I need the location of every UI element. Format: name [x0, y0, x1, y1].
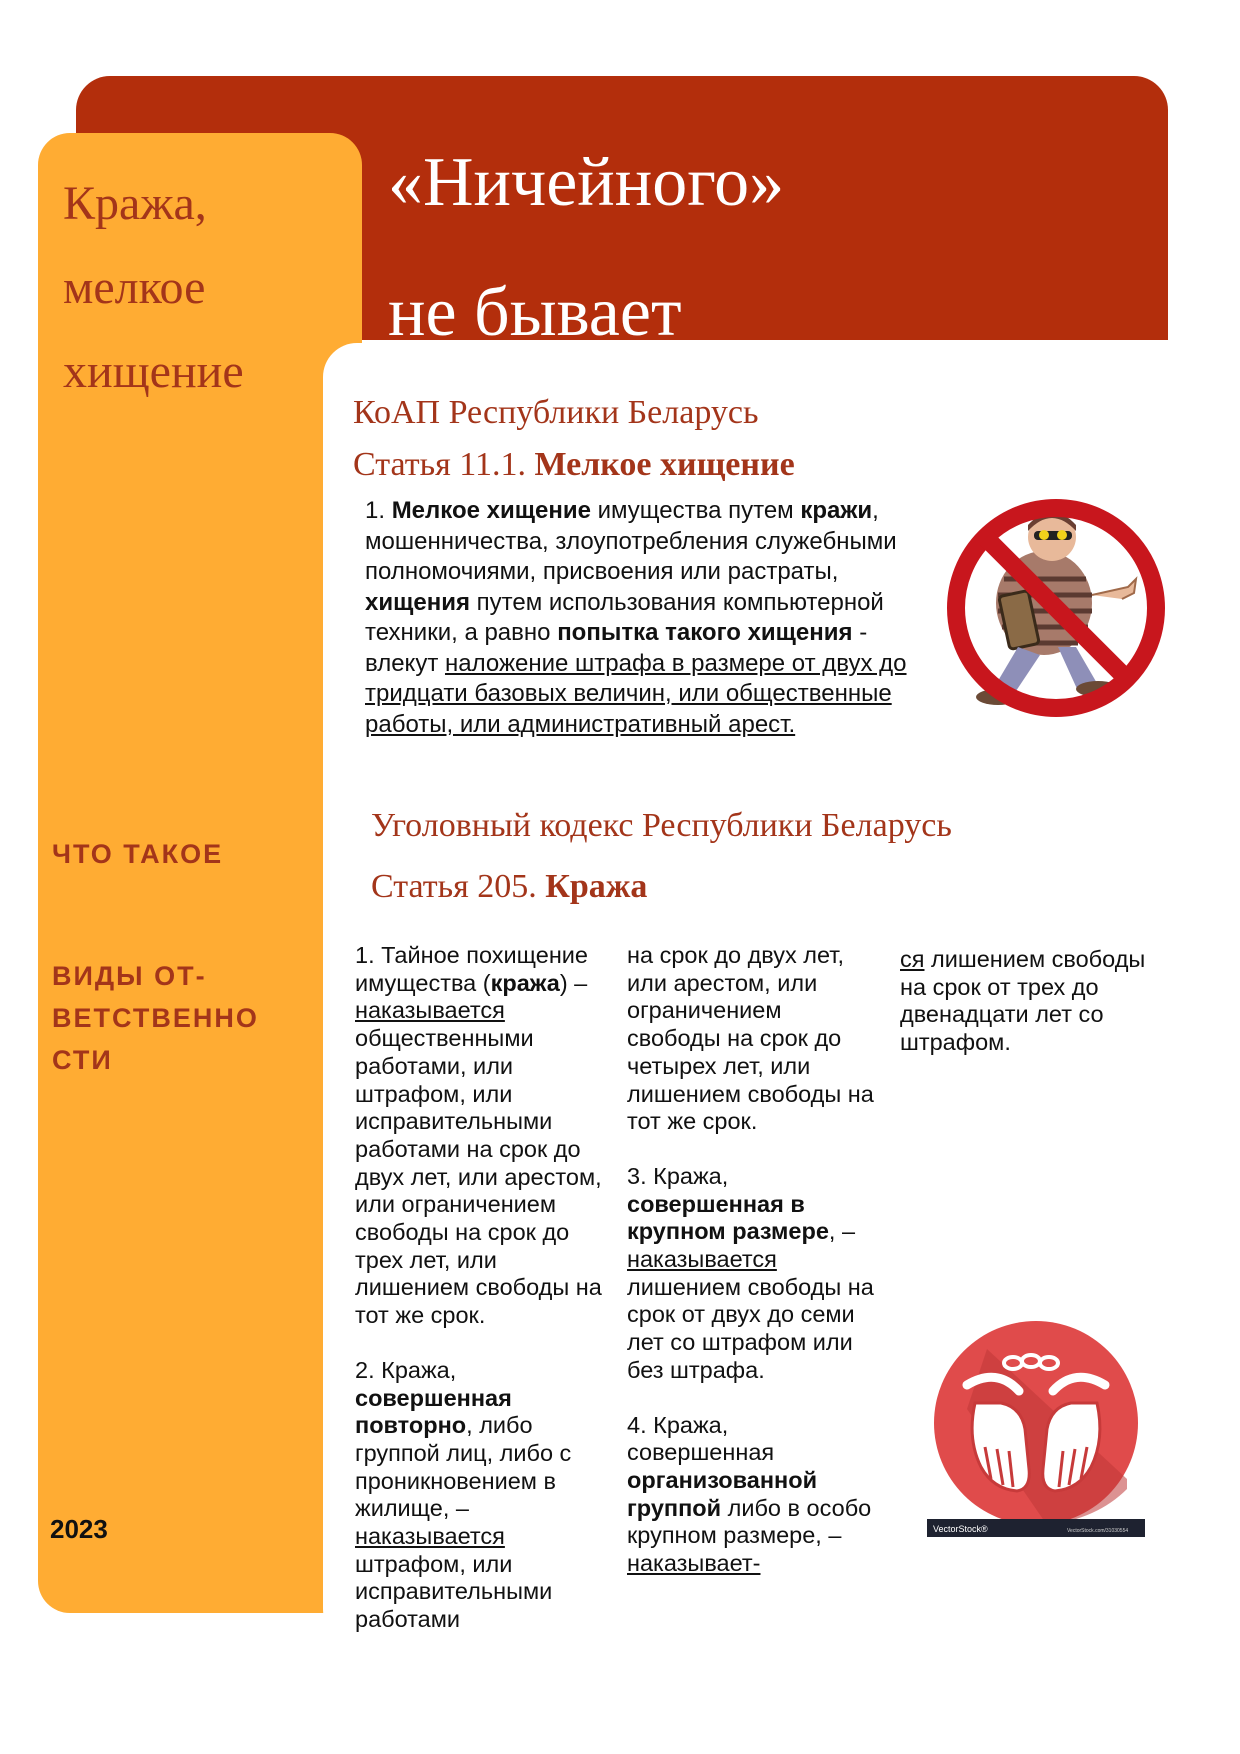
section1-paragraph	[365, 496, 913, 740]
section1-code-heading: КоАП Республики Беларусь	[353, 394, 759, 431]
handcuffs-icon	[927, 1319, 1145, 1537]
sidebar-title-line: хищение	[63, 345, 244, 398]
text-run: лишением свободы на срок от двух до семи лет со штрафом или без штрафа.	[627, 1273, 874, 1383]
no-thief-icon	[928, 495, 1194, 721]
text-run: ) –	[559, 969, 588, 996]
text-run: 4. Кража, совершенная	[627, 1411, 775, 1466]
section1-article-heading	[353, 446, 795, 484]
bold-run: попытка такого хищения	[557, 619, 853, 646]
sidebar-title-line: Кража,	[63, 177, 207, 230]
article-prefix: Статья 11.1.	[353, 446, 526, 483]
text-column-3	[900, 946, 1150, 1084]
paragraph	[355, 942, 605, 1330]
section2-article-heading	[371, 868, 647, 906]
bold-run: кража	[490, 969, 560, 996]
page-title	[388, 118, 784, 378]
text-run: - влекут	[365, 619, 868, 677]
text-run: 1. Тайное похищение имущества (	[355, 942, 588, 996]
sidebar-label-what: ЧТО ТАКОЕ	[52, 839, 224, 869]
underlined-run: наказывается	[355, 1523, 505, 1550]
bold-run: совершенная повторно	[355, 1384, 512, 1439]
text-run: 3. Кража,	[627, 1162, 729, 1189]
article-name: Кража	[545, 868, 648, 905]
article-name: Мелкое хищение	[534, 446, 795, 483]
underlined-run: ся	[900, 946, 925, 972]
bold-run: организованной группой	[627, 1466, 818, 1521]
paragraph	[627, 1412, 877, 1578]
paragraph	[900, 946, 1150, 1057]
watermark-right: VectorStock.com/31030554	[1067, 1528, 1129, 1534]
text-run: общественными работами, или штрафом, или исправительными работами на срок до двух лет, или арестом, или ограничением свободы на срок до трех лет, или лишением свободы на тот же срок.	[355, 1025, 602, 1329]
sidebar-year: 2023	[50, 1514, 108, 1544]
text-run: на срок до двух лет, или арестом, или ограничением свободы на срок до четырех лет, или лишением свободы на тот же срок.	[627, 942, 874, 1135]
underlined-run: наказывается	[355, 997, 505, 1024]
sidebar-label-line: ВЕТСТВЕННО	[52, 1003, 259, 1033]
text-run: 2. Кража,	[355, 1356, 457, 1383]
article-prefix: Статья 205.	[371, 868, 537, 905]
paragraph	[355, 1357, 605, 1634]
page-title-line: «Ничейного»	[388, 144, 785, 221]
sidebar-title-line: мелкое	[63, 261, 206, 314]
underlined-run: наказывает-	[627, 1550, 761, 1577]
underlined-run: наказывается	[627, 1246, 777, 1273]
underlined-run: наложение штрафа в размере от двух до тридцати базовых величин, или общественные работы, или административный арест.	[365, 649, 907, 738]
text-column-2	[627, 942, 877, 1605]
text-run: либо в особо крупном размере, –	[627, 1494, 872, 1549]
bold-run: совершенная в крупном размере	[627, 1190, 829, 1245]
bold-run: Мелкое хищение	[391, 497, 591, 524]
paragraph	[627, 1163, 877, 1385]
sidebar-title	[63, 162, 244, 414]
text-run: лишением свободы на срок от трех до двенадцати лет со штрафом.	[900, 946, 1146, 1056]
text-run: имущества путем	[597, 497, 794, 524]
text-run: путем использования компьютерной техники, а равно	[365, 588, 884, 646]
watermark-left: VectorStock®	[933, 1524, 988, 1534]
bold-run: хищения	[365, 588, 470, 616]
sidebar-label-types	[52, 955, 292, 1081]
text-run: , либо группой лиц, либо с проникновением в жилище, –	[355, 1412, 572, 1522]
text-run: 1.	[365, 497, 386, 524]
sidebar-label-line: ВИДЫ ОТ-	[52, 961, 207, 991]
text-run: штрафом, или исправительными работами	[355, 1550, 553, 1633]
text-column-1	[355, 942, 605, 1661]
page-title-line: не бывает	[388, 274, 682, 351]
text-run: , мошенничества, злоупотребления служебными полномочиями, присвоения или растраты,	[365, 497, 897, 585]
text-run: , –	[828, 1218, 856, 1245]
sidebar-label-line: СТИ	[52, 1045, 113, 1075]
bold-run: кражи	[800, 497, 873, 524]
paragraph	[627, 942, 877, 1136]
section2-code-heading: Уголовный кодекс Республики Беларусь	[371, 807, 952, 844]
